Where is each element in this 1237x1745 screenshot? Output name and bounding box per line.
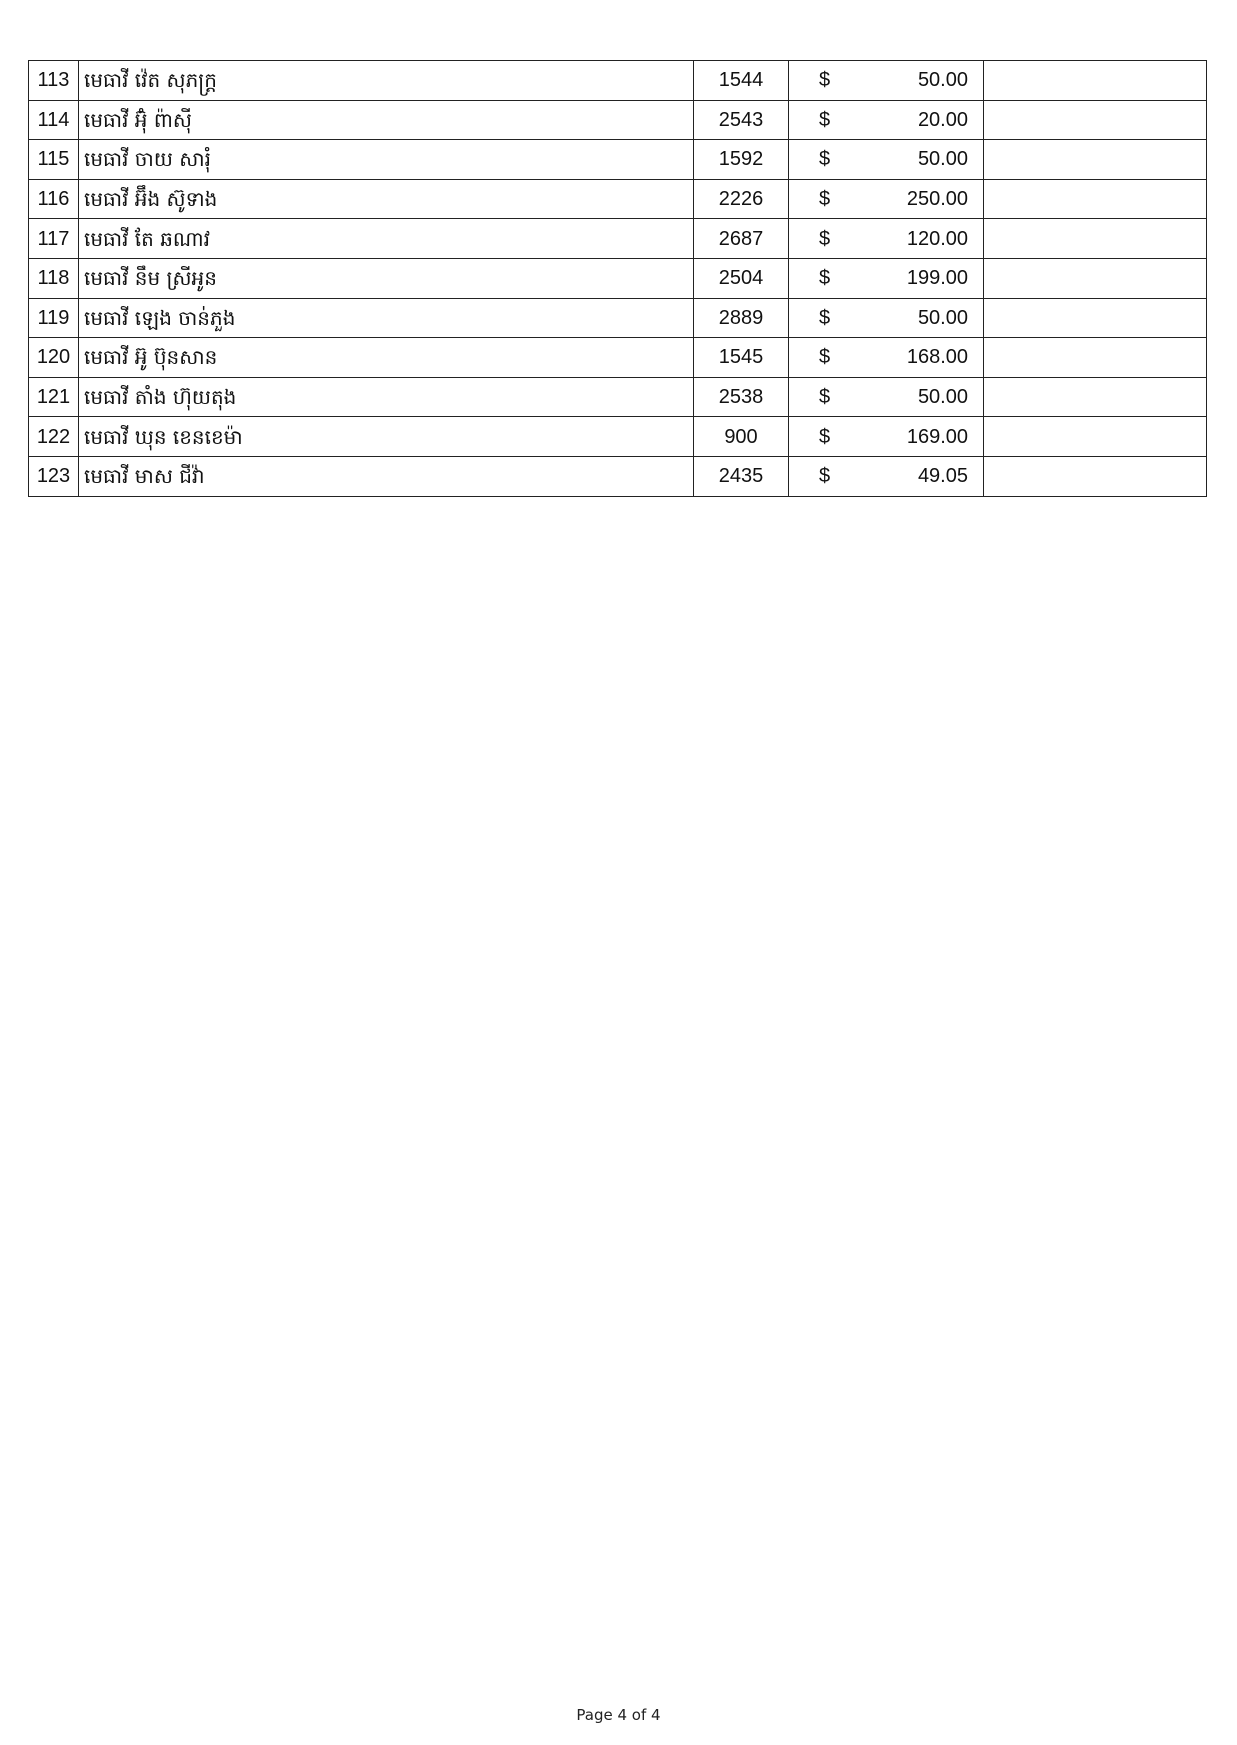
page-number-footer: Page 4 of 4 (576, 1706, 661, 1724)
table-row (29, 298, 1207, 338)
row-number: 114 (29, 100, 79, 140)
amount-cell (789, 338, 984, 378)
row-number: 123 (29, 456, 79, 496)
member-code: 2889 (694, 298, 789, 338)
note-cell (984, 377, 1207, 417)
row-number: 117 (29, 219, 79, 259)
row-number: 119 (29, 298, 79, 338)
note-cell (984, 179, 1207, 219)
note-cell (984, 417, 1207, 457)
amount-value: 49.05 (917, 465, 968, 488)
amount-cell (789, 100, 984, 140)
lawyer-name: មេធាវី មាស ជីវ៉ា (79, 456, 694, 496)
table-row (29, 338, 1207, 378)
amount-value: 50.00 (917, 148, 968, 171)
member-code: 2543 (694, 100, 789, 140)
amount-cell (789, 179, 984, 219)
member-code: 2538 (694, 377, 789, 417)
amount-value: 50.00 (917, 69, 968, 92)
amount-value: 50.00 (917, 306, 968, 329)
table-row (29, 417, 1207, 457)
lawyer-name: មេធាវី ឡេង ចាន់ភួង (79, 298, 694, 338)
note-cell (984, 219, 1207, 259)
amount-cell (789, 298, 984, 338)
table-row (29, 456, 1207, 496)
note-cell (984, 258, 1207, 298)
table-row (29, 219, 1207, 259)
row-number: 116 (29, 179, 79, 219)
currency-symbol: $ (819, 227, 831, 250)
lawyer-name: មេធាវី តែ ឆណាវ (79, 219, 694, 259)
table-row (29, 258, 1207, 298)
table-row (29, 377, 1207, 417)
row-number: 120 (29, 338, 79, 378)
row-number: 113 (29, 61, 79, 101)
member-code: 1592 (694, 140, 789, 180)
ledger-table (28, 60, 1207, 497)
amount-cell (789, 377, 984, 417)
amount-cell (789, 258, 984, 298)
amount-value: 199.00 (906, 267, 968, 290)
currency-symbol: $ (819, 69, 831, 92)
lawyer-name: មេធាវី ឃុន ខេនខេម៉ា (79, 417, 694, 457)
note-cell (984, 456, 1207, 496)
currency-symbol: $ (819, 386, 831, 409)
amount-value: 120.00 (906, 227, 968, 250)
amount-cell (789, 219, 984, 259)
table-row (29, 100, 1207, 140)
member-code: 2226 (694, 179, 789, 219)
currency-symbol: $ (819, 188, 831, 211)
row-number: 115 (29, 140, 79, 180)
member-code: 2504 (694, 258, 789, 298)
amount-cell (789, 140, 984, 180)
amount-cell (789, 61, 984, 101)
row-number: 122 (29, 417, 79, 457)
table-row (29, 61, 1207, 101)
ledger-sheet (28, 60, 1206, 497)
table-row (29, 179, 1207, 219)
amount-cell (789, 417, 984, 457)
currency-symbol: $ (819, 306, 831, 329)
note-cell (984, 140, 1207, 180)
lawyer-name: មេធាវី ចាយ សារុំ (79, 140, 694, 180)
note-cell (984, 338, 1207, 378)
row-number: 118 (29, 258, 79, 298)
member-code: 1544 (694, 61, 789, 101)
member-code: 1545 (694, 338, 789, 378)
lawyer-name: មេធាវី វ៉េត សុភក្ត្រ (79, 61, 694, 101)
table-row (29, 140, 1207, 180)
lawyer-name: មេធាវី អ៊ូ ប៊ុនសាន (79, 338, 694, 378)
lawyer-name: មេធាវី អ៊ុំ ព៉ាស៊ី (79, 100, 694, 140)
amount-value: 20.00 (917, 108, 968, 131)
currency-symbol: $ (819, 108, 831, 131)
currency-symbol: $ (819, 465, 831, 488)
currency-symbol: $ (819, 148, 831, 171)
note-cell (984, 100, 1207, 140)
amount-value: 169.00 (906, 425, 968, 448)
lawyer-name: មេធាវី តាំង ហ៊ុយតុង (79, 377, 694, 417)
row-number: 121 (29, 377, 79, 417)
amount-value: 168.00 (906, 346, 968, 369)
amount-value: 50.00 (917, 386, 968, 409)
amount-value: 250.00 (906, 188, 968, 211)
currency-symbol: $ (819, 346, 831, 369)
member-code: 900 (694, 417, 789, 457)
lawyer-name: មេធាវី អ៊ឹង ស៊ូទាង (79, 179, 694, 219)
note-cell (984, 298, 1207, 338)
amount-cell (789, 456, 984, 496)
member-code: 2687 (694, 219, 789, 259)
lawyer-name: មេធាវី នឹម ស្រីអូន (79, 258, 694, 298)
currency-symbol: $ (819, 425, 831, 448)
currency-symbol: $ (819, 267, 831, 290)
member-code: 2435 (694, 456, 789, 496)
note-cell (984, 61, 1207, 101)
